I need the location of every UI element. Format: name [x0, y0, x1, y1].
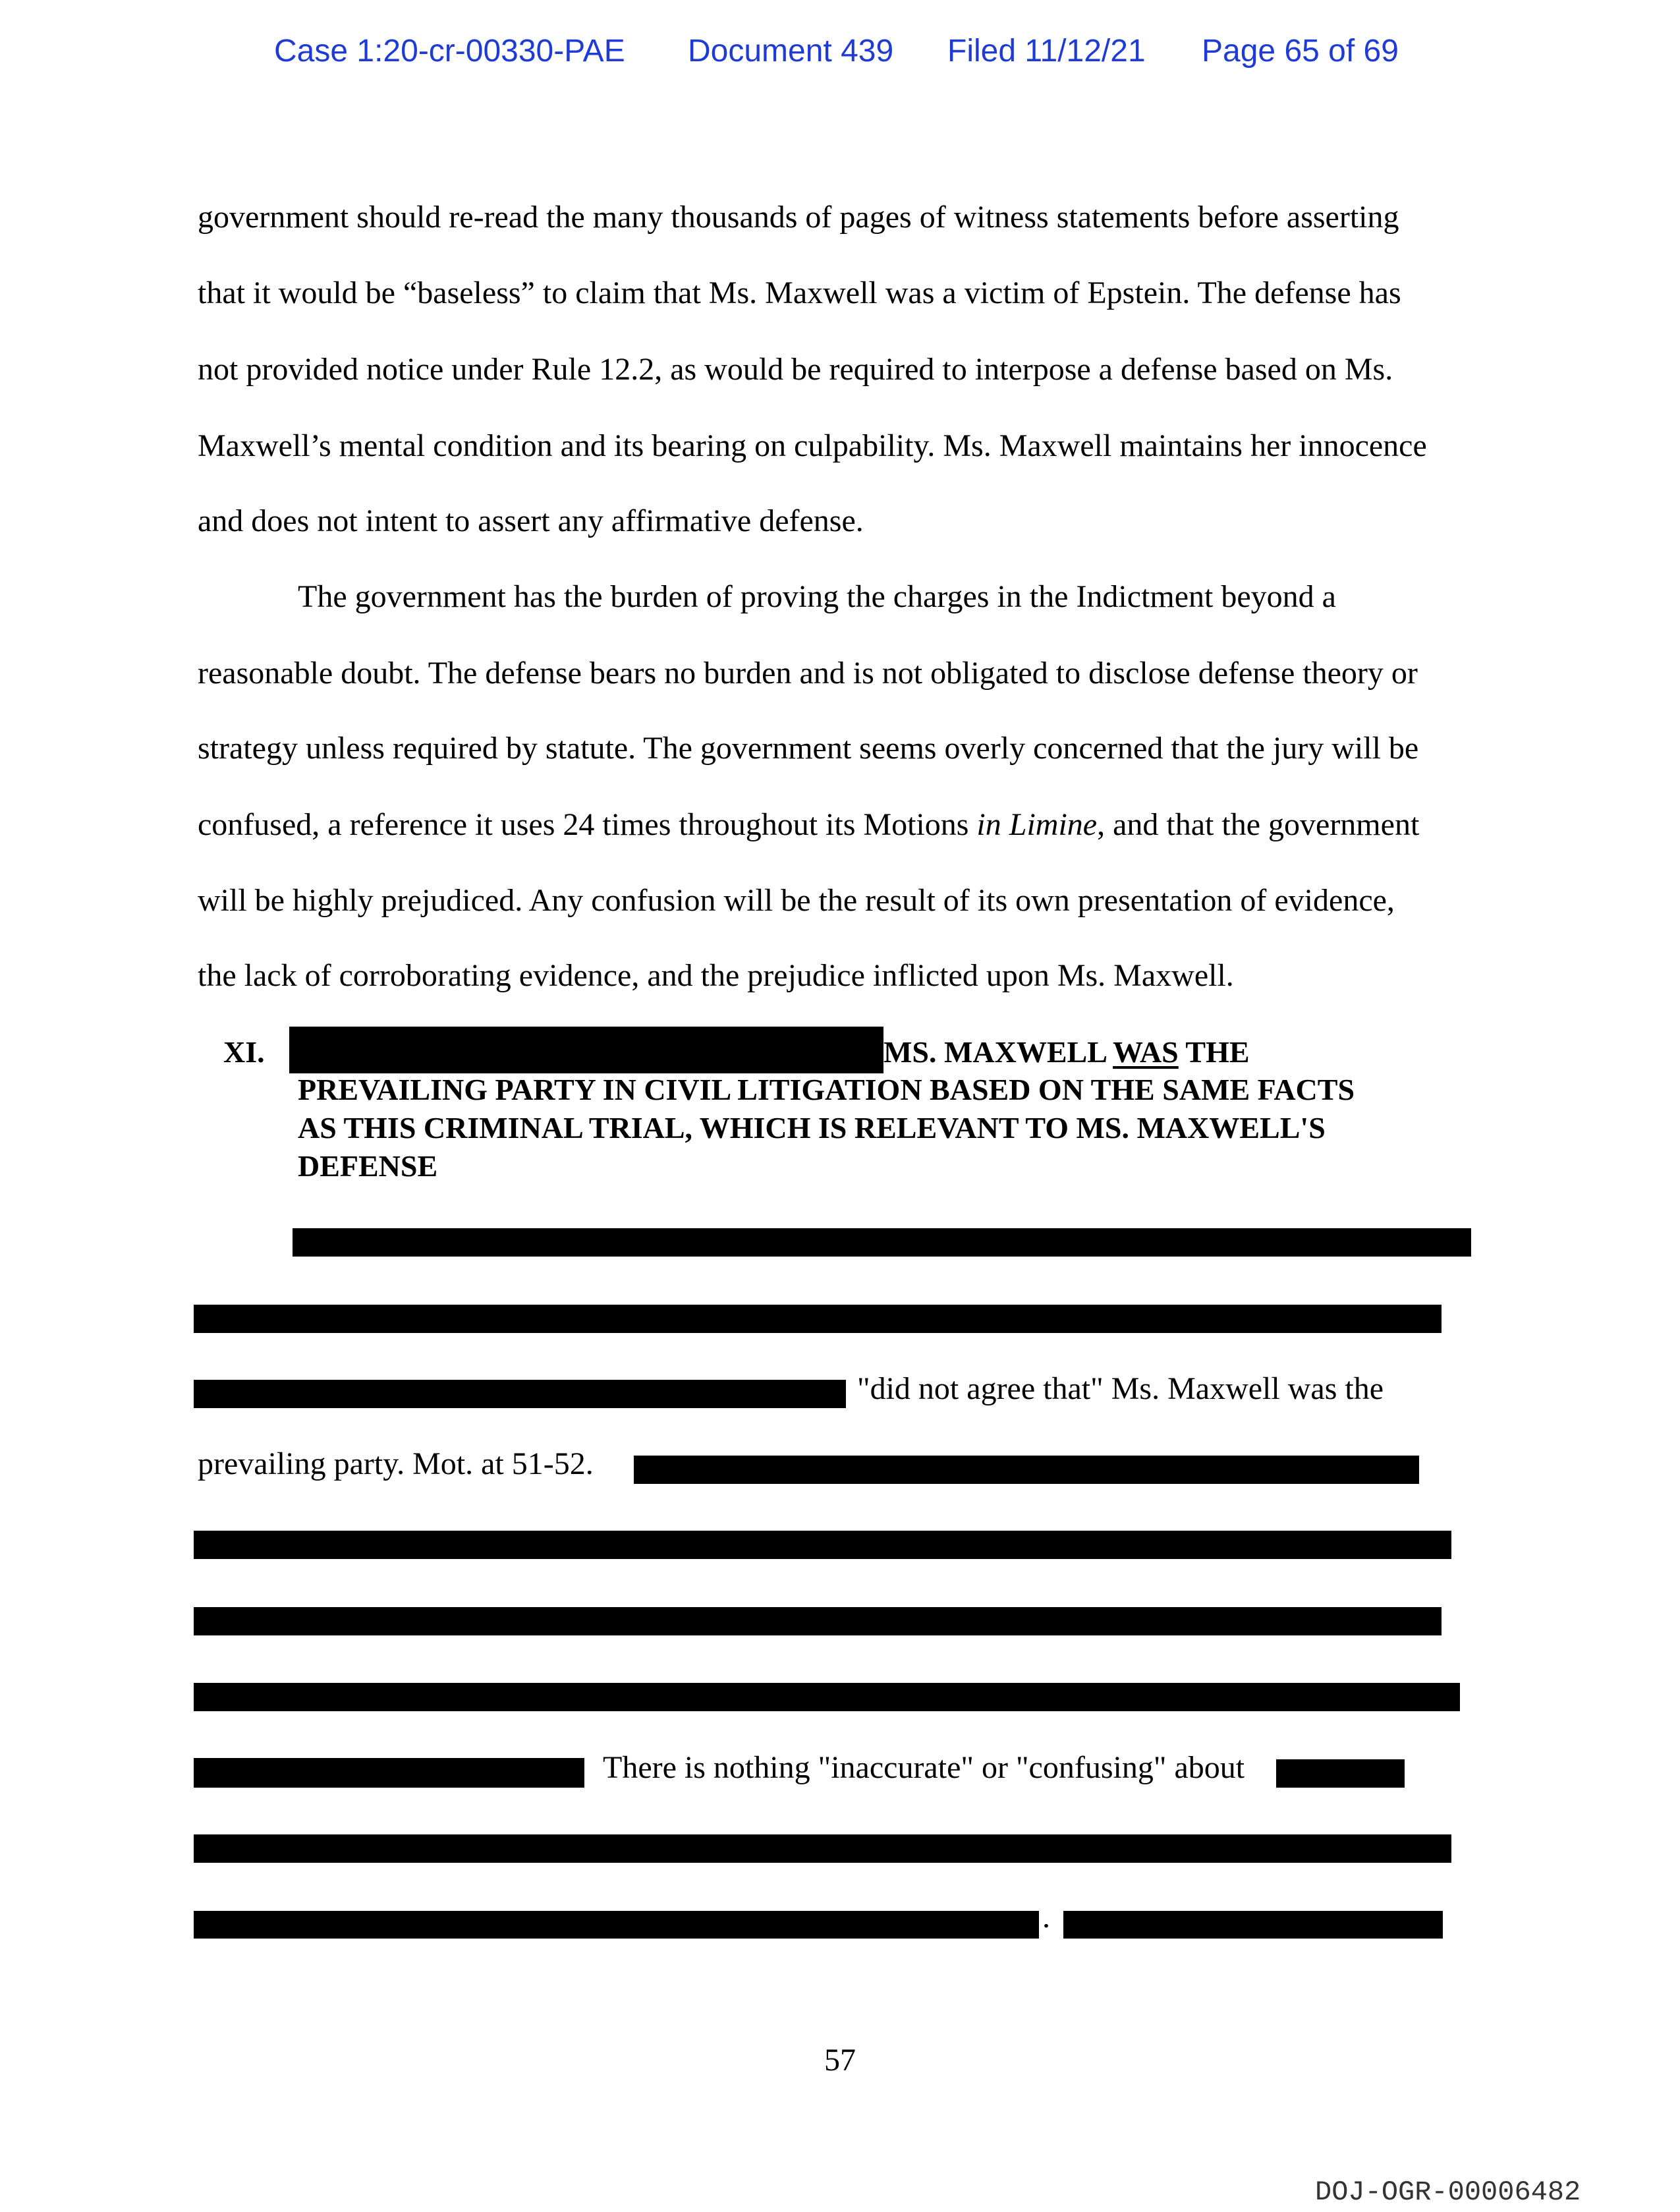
case-number: Case 1:20-cr-00330-PAE — [274, 34, 625, 69]
page-number: 57 — [824, 2043, 856, 2078]
text-line: reasonable doubt. The defense bears no burden and is not obligated to disclose defense theory or — [198, 656, 1418, 691]
redaction — [194, 1607, 1442, 1635]
heading-text: MS. MAXWELL — [883, 1035, 1113, 1069]
text-line: prevailing party. Mot. at 51-52. — [198, 1446, 594, 1481]
redaction — [293, 1228, 1471, 1257]
text-line: will be highly prejudiced. Any confusion will be the result of its own presentation of evidence, — [198, 883, 1395, 918]
heading-line: DEFENSE — [298, 1149, 438, 1183]
text-line: The government has the burden of proving the charges in the Indictment beyond a — [298, 579, 1336, 614]
text-span: confused, a reference it uses 24 times throughout its Motions — [198, 807, 977, 842]
text-line — [198, 805, 1419, 845]
text-line: strategy unless required by statute. The government seems overly concerned that the jury will be — [198, 731, 1419, 766]
heading-text: THE — [1178, 1035, 1250, 1069]
text-line: not provided notice under Rule 12.2, as would be required to interpose a defense based on Ms. — [198, 352, 1393, 387]
text-line: Maxwell’s mental condition and its bearing on culpability. Ms. Maxwell maintains her innocence — [198, 428, 1427, 463]
text-line: the lack of corroborating evidence, and the prejudice inflicted upon Ms. Maxwell. — [198, 958, 1234, 993]
redaction — [1063, 1911, 1443, 1939]
page-of: Page 65 of 69 — [1202, 34, 1399, 69]
document-number: Document 439 — [688, 34, 894, 69]
redaction — [1276, 1759, 1405, 1788]
bates-number: DOJ-OGR-00006482 — [1315, 2176, 1581, 2208]
redaction — [194, 1531, 1451, 1559]
redaction — [194, 1380, 846, 1408]
section-number: XI. — [223, 1035, 265, 1069]
redaction — [194, 1834, 1451, 1863]
italic-text: in Limine — [976, 807, 1098, 842]
redaction — [194, 1305, 1442, 1333]
text-line: and does not intent to assert any affirmative defense. — [198, 503, 864, 538]
text-line: government should re-read the many thousands of pages of witness statements before asserting — [198, 200, 1399, 235]
text-line: that it would be “baseless” to claim that Ms. Maxwell was a victim of Epstein. The defense has — [198, 275, 1401, 310]
filed-date: Filed 11/12/21 — [947, 34, 1146, 69]
period: . — [1042, 1900, 1050, 1935]
redaction — [634, 1456, 1419, 1484]
redaction — [194, 1911, 1039, 1939]
heading-line — [883, 1034, 1250, 1071]
text-line: There is nothing "inaccurate" or "confusing" about — [603, 1750, 1245, 1785]
redaction — [194, 1683, 1460, 1711]
text-span: , and that the government — [1097, 807, 1420, 842]
redaction — [289, 1027, 883, 1073]
heading-line: AS THIS CRIMINAL TRIAL, WHICH IS RELEVANT TO MS. MAXWELL'S — [298, 1111, 1326, 1145]
text-line: "did not agree that" Ms. Maxwell was the — [857, 1371, 1384, 1406]
redaction — [194, 1758, 584, 1788]
heading-underlined: WAS — [1113, 1035, 1179, 1069]
heading-line: PREVAILING PARTY IN CIVIL LITIGATION BASED ON THE SAME FACTS — [298, 1073, 1355, 1106]
